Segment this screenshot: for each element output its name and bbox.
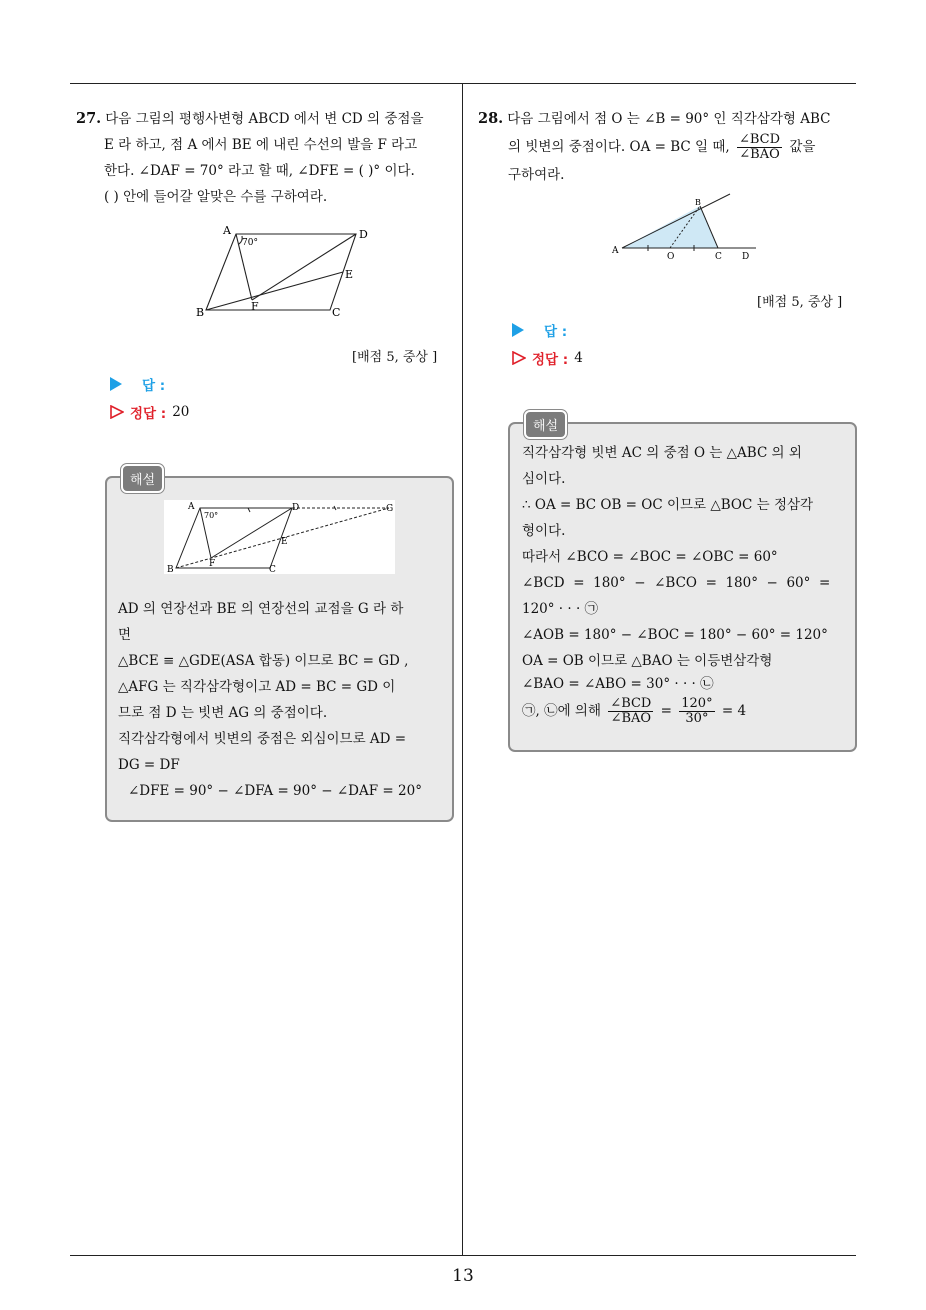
q27-answer-label: 답 : <box>142 378 166 394</box>
q28-sol-line-6: ∠BCD = 180° − ∠BCO = 180° − 60° = <box>522 575 831 591</box>
label-e: E <box>345 268 354 281</box>
q28-final-frac-2-num: 120° <box>681 696 713 711</box>
question-27-text <box>76 106 454 210</box>
triangle-fill <box>622 206 718 248</box>
fig-label-d: D <box>742 252 750 262</box>
label-f: F <box>251 300 259 313</box>
sol-label-f: F <box>209 559 216 569</box>
fig-label-c: C <box>715 252 722 262</box>
q27-solution-tag: 해설 <box>121 464 164 493</box>
q28-sol-line-9: OA = OB 이므로 △BAO 는 이등변삼각형 <box>522 653 773 669</box>
question-28 <box>478 106 858 188</box>
q27-sol-line-7: DG = DF <box>118 757 180 773</box>
q28-fraction <box>737 133 782 162</box>
q28-solution-text <box>522 440 848 728</box>
fig-label-o: O <box>667 252 675 262</box>
label-a: A <box>223 224 231 237</box>
q28-final-frac-1-den: ∠BAO <box>610 711 652 726</box>
fig-label-b: B <box>695 198 701 207</box>
q28-final-prefix: ㉠, ㉡에 의해 <box>522 703 601 719</box>
sol-label-a: A <box>188 502 195 512</box>
q28-correct-value: 4 <box>574 350 583 366</box>
q27-correct-value: 20 <box>172 404 190 420</box>
segment-df <box>252 234 356 300</box>
q28-sol-final-line <box>522 694 848 728</box>
q27-sol-line-5: 므로 점 D 는 빗변 AG 의 중점이다. <box>118 705 328 721</box>
q27-sol-line-4: △AFG 는 직각삼각형이고 AD = BC = GD 이 <box>118 679 396 695</box>
q27-parallelogram-figure <box>190 222 380 322</box>
sol-label-b: B <box>167 565 174 574</box>
q28-sol-line-8: ∠AOB = 180° − ∠BOC = 180° − 60° = 120° <box>522 627 828 643</box>
q27-sol-line-8: ∠DFE = 90° − ∠DFA = 90° − ∠DAF = 20° <box>128 783 422 799</box>
sol-label-e: E <box>281 537 288 547</box>
sol-parallelogram <box>176 508 292 568</box>
q28-frac-den: ∠BAO <box>739 147 780 162</box>
q28-final-result: = 4 <box>721 703 747 719</box>
label-d: D <box>359 228 368 241</box>
q28-correct-label: 정답 : <box>532 352 569 368</box>
q27-sol-line-2: 면 <box>118 627 132 643</box>
answer-triangle-icon <box>512 323 524 337</box>
q28-sol-line-5: 따라서 ∠BCO = ∠BOC = ∠OBC = 60° <box>522 549 778 565</box>
correct-triangle-outline-icon <box>110 405 124 419</box>
correct-triangle-outline-icon <box>512 351 526 365</box>
q28-line-2c: 값을 <box>789 139 816 155</box>
q27-score: [배점 5, 중상 ] <box>352 350 438 365</box>
sol-label-c: C <box>269 565 276 574</box>
q28-final-frac-1 <box>608 697 653 726</box>
q28-correct-row <box>512 348 583 368</box>
sol-label-g: G <box>386 504 394 514</box>
q27-line-4: ( ) 안에 들어갈 알맞은 수를 구하여라. <box>104 189 328 205</box>
q27-answer-row <box>110 374 165 394</box>
q28-score: [배점 5, 중상 ] <box>757 295 843 310</box>
question-28-number: 28. <box>478 110 504 127</box>
label-c: C <box>332 306 341 319</box>
q28-solution-tag: 해설 <box>524 410 567 439</box>
page-number: 13 <box>452 1266 474 1286</box>
q27-line-1: 다음 그림의 평행사변형 ABCD 에서 변 CD 의 중점을 <box>105 111 424 127</box>
segment-be <box>206 272 343 310</box>
q28-frac-num: ∠BCD <box>738 132 781 147</box>
sol-tick-1 <box>248 508 250 512</box>
question-27 <box>76 106 454 210</box>
q28-final-eq: = <box>660 703 672 719</box>
q28-line-1: 다음 그림에서 점 O 는 ∠B = 90° 인 직각삼각형 ABC <box>507 111 831 127</box>
q28-answer-label: 답 : <box>544 324 568 340</box>
top-rule <box>70 83 856 84</box>
q28-line-3: 구하여라. <box>508 167 565 183</box>
fig-label-a: A <box>612 246 619 256</box>
q28-line-2a: 의 빗변의 중점이다. <box>508 139 626 155</box>
q27-correct-row <box>110 402 189 422</box>
q28-answer-row <box>512 320 567 340</box>
label-angle-70: 70° <box>242 238 258 248</box>
q28-sol-line-3: ∴ OA = BC OB = OC 이므로 △BOC 는 정삼각 <box>522 497 814 513</box>
q27-sol-line-3: △BCE ≡ △GDE(ASA 합동) 이므로 BC = GD , <box>118 653 409 669</box>
q27-line-3: 한다. ∠DAF = 70° 라고 할 때, ∠DFE = ( )° 이다. <box>104 163 415 179</box>
parallelogram-abcd <box>206 234 356 310</box>
q28-sol-line-1: 직각삼각형 빗변 AC 의 중점 O 는 △ABC 의 외 <box>522 445 802 461</box>
label-b: B <box>196 306 205 319</box>
q27-solution-text <box>118 596 444 804</box>
column-divider <box>462 83 463 1255</box>
q28-line-2b: OA = BC 일 때, <box>629 139 730 155</box>
answer-triangle-icon <box>110 377 122 391</box>
sol-label-angle: 70° <box>204 511 219 520</box>
sol-label-d: D <box>292 503 300 513</box>
q28-final-frac-1-num: ∠BCD <box>610 696 652 711</box>
q27-solution-figure <box>164 500 395 574</box>
q28-sol-line-7: 120° · · · ㉠ <box>522 601 599 617</box>
question-28-text <box>478 106 858 188</box>
q28-triangle-figure <box>608 190 758 262</box>
sol-segment-df <box>211 508 292 558</box>
q28-final-frac-2-den: 30° <box>685 711 709 726</box>
question-27-number: 27. <box>76 110 102 127</box>
bottom-rule <box>70 1255 856 1256</box>
q28-final-frac-2 <box>679 697 714 726</box>
q27-sol-line-6: 직각삼각형에서 빗변의 중점은 외심이므로 AD = <box>118 731 407 747</box>
q27-sol-line-1: AD 의 연장선과 BE 의 연장선의 교점을 G 라 하 <box>118 601 404 617</box>
q28-sol-line-4: 형이다. <box>522 523 566 539</box>
q28-sol-line-10: ∠BAO = ∠ABO = 30° · · · ㉡ <box>522 676 714 692</box>
q27-line-2: E 라 하고, 점 A 에서 BE 에 내린 수선의 발을 F 라고 <box>104 137 418 153</box>
q27-correct-label: 정답 : <box>130 406 167 422</box>
q28-sol-line-2: 심이다. <box>522 471 566 487</box>
